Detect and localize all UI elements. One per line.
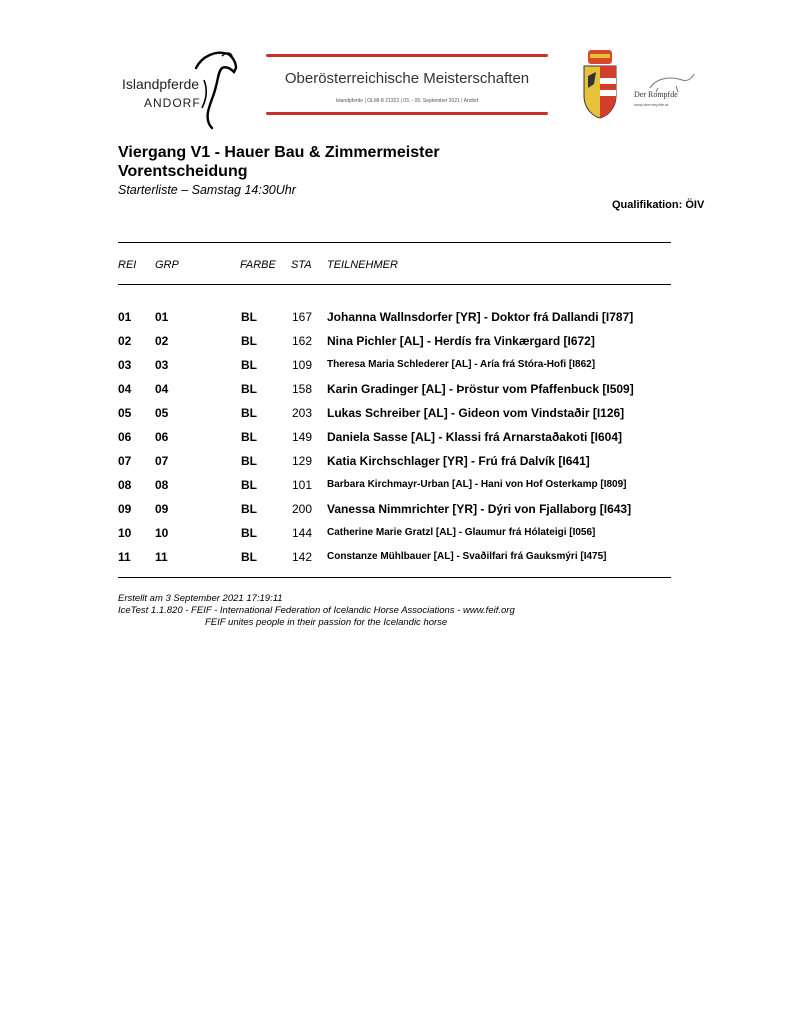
cell-sta: 144	[292, 526, 313, 540]
cell-name: Nina Pichler [AL] - Herdís fra Vinkærgard [I672]	[327, 334, 595, 348]
table-row	[0, 502, 791, 522]
table-top-rule	[118, 242, 671, 243]
cell-rei: 01	[118, 310, 132, 324]
cell-farbe: BL	[241, 334, 257, 348]
cell-sta: 109	[292, 358, 313, 372]
cell-sta: 200	[292, 502, 313, 516]
col-header-grp: GRP	[155, 259, 179, 271]
sponsor-logo	[630, 70, 700, 120]
cell-grp: 10	[155, 526, 169, 540]
cell-sta: 101	[292, 478, 313, 492]
cell-grp: 06	[155, 430, 169, 444]
table-row	[0, 430, 791, 450]
cell-rei: 06	[118, 430, 132, 444]
cell-name: Vanessa Nimmrichter [YR] - Dýri von Fjallaborg [I643]	[327, 502, 632, 516]
cell-grp: 07	[155, 454, 169, 468]
cell-name: Lukas Schreiber [AL] - Gideon vom Vindstaðir [I126]	[327, 406, 625, 420]
coat-of-arms-icon	[580, 48, 620, 120]
table-row	[0, 454, 791, 474]
table-row	[0, 382, 791, 402]
cell-grp: 04	[155, 382, 169, 396]
table-row	[0, 334, 791, 354]
cell-rei: 09	[118, 502, 132, 516]
cell-farbe: BL	[241, 478, 257, 492]
cell-sta: 162	[292, 334, 313, 348]
cell-name: Catherine Marie Gratzl [AL] - Glaumur frá Hólateigi [I056]	[327, 527, 596, 538]
table-row	[0, 526, 791, 546]
logo-left-line2: ANDORF	[144, 96, 201, 110]
cell-name: Constanze Mühlbauer [AL] - Svaðilfari frá Gauksmýri [I475]	[327, 551, 607, 562]
cell-farbe: BL	[241, 526, 257, 540]
banner-top-stroke	[266, 54, 548, 57]
banner-title: Oberösterreichische Meisterschaften	[284, 70, 530, 87]
cell-name: Karin Gradinger [AL] - Þröstur vom Pfaffenbuck [I509]	[327, 382, 634, 396]
cell-name: Barbara Kirchmayr-Urban [AL] - Hani von Hof Osterkamp [I809]	[327, 479, 627, 490]
table-bottom-rule	[118, 577, 671, 578]
horse-sketch-icon	[630, 70, 700, 92]
footer-software: IceTest 1.1.820 - FEIF - International Federation of Icelandic Horse Associations - www.feif.org	[118, 605, 515, 616]
col-header-farbe: FARBE	[240, 259, 276, 271]
cell-farbe: BL	[241, 430, 257, 444]
cell-grp: 08	[155, 478, 169, 492]
cell-farbe: BL	[241, 406, 257, 420]
cell-sta: 149	[292, 430, 313, 444]
islandpferde-andorf-logo	[118, 46, 246, 132]
cell-farbe: BL	[241, 454, 257, 468]
logo-left-line1: Islandpferde	[122, 76, 200, 92]
col-header-sta: STA	[291, 259, 312, 271]
cell-farbe: BL	[241, 382, 257, 396]
banner-bottom-stroke	[266, 112, 548, 115]
col-header-rei: REI	[118, 259, 137, 271]
cell-grp: 01	[155, 310, 169, 324]
cell-grp: 03	[155, 358, 169, 372]
cell-sta: 129	[292, 454, 313, 468]
table-row	[0, 550, 791, 570]
cell-rei: 05	[118, 406, 132, 420]
cell-rei: 02	[118, 334, 132, 348]
qualification-label: Qualifikation: ÖIV	[612, 199, 705, 211]
cell-rei: 03	[118, 358, 132, 372]
cell-grp: 02	[155, 334, 169, 348]
event-title: Viergang V1 - Hauer Bau & Zimmermeister	[118, 144, 440, 161]
cell-name: Daniela Sasse [AL] - Klassi frá Arnarstaðakoti [I604]	[327, 430, 622, 444]
cell-rei: 04	[118, 382, 132, 396]
sponsor-logo-subtext: www.derrompfde.at	[634, 102, 669, 107]
cell-farbe: BL	[241, 550, 257, 564]
cell-grp: 05	[155, 406, 169, 420]
cell-rei: 10	[118, 526, 132, 540]
footer-slogan: FEIF unites people in their passion for the Icelandic horse	[205, 617, 448, 628]
cell-sta: 203	[292, 406, 313, 420]
table-row	[0, 358, 791, 378]
cell-grp: 11	[155, 550, 168, 564]
cell-grp: 09	[155, 502, 169, 516]
championship-banner	[266, 50, 548, 122]
cell-sta: 167	[292, 310, 313, 324]
cell-rei: 07	[118, 454, 132, 468]
cell-rei: 11	[118, 550, 131, 564]
event-subtitle: Vorentscheidung	[118, 163, 248, 180]
cell-name: Theresa Maria Schlederer [AL] - Aría frá Stóra-Hofi [I862]	[327, 359, 596, 370]
table-row	[0, 478, 791, 498]
cell-name: Katia Kirchschlager [YR] - Frú frá Dalvík [I641]	[327, 454, 590, 468]
cell-sta: 158	[292, 382, 313, 396]
cell-sta: 142	[292, 550, 313, 564]
starterliste-label: Starterliste – Samstag 14:30Uhr	[118, 183, 296, 197]
cell-farbe: BL	[241, 502, 257, 516]
banner-subtitle: Islandpferde | OLMI-8 21322 | 03. - 05. September 2021 | Andorf	[335, 98, 479, 104]
cell-name: Johanna Wallnsdorfer [YR] - Doktor frá Dallandi [I787]	[327, 310, 634, 324]
table-row	[0, 406, 791, 426]
table-row	[0, 310, 791, 330]
cell-farbe: BL	[241, 310, 257, 324]
cell-farbe: BL	[241, 358, 257, 372]
col-header-teilnehmer: TEILNEHMER	[327, 259, 398, 271]
cell-rei: 08	[118, 478, 132, 492]
footer-created: Erstellt am 3 September 2021 17:19:11	[118, 593, 283, 604]
sponsor-logo-text: Der Rompfde	[634, 90, 678, 99]
table-header-rule	[118, 284, 671, 285]
